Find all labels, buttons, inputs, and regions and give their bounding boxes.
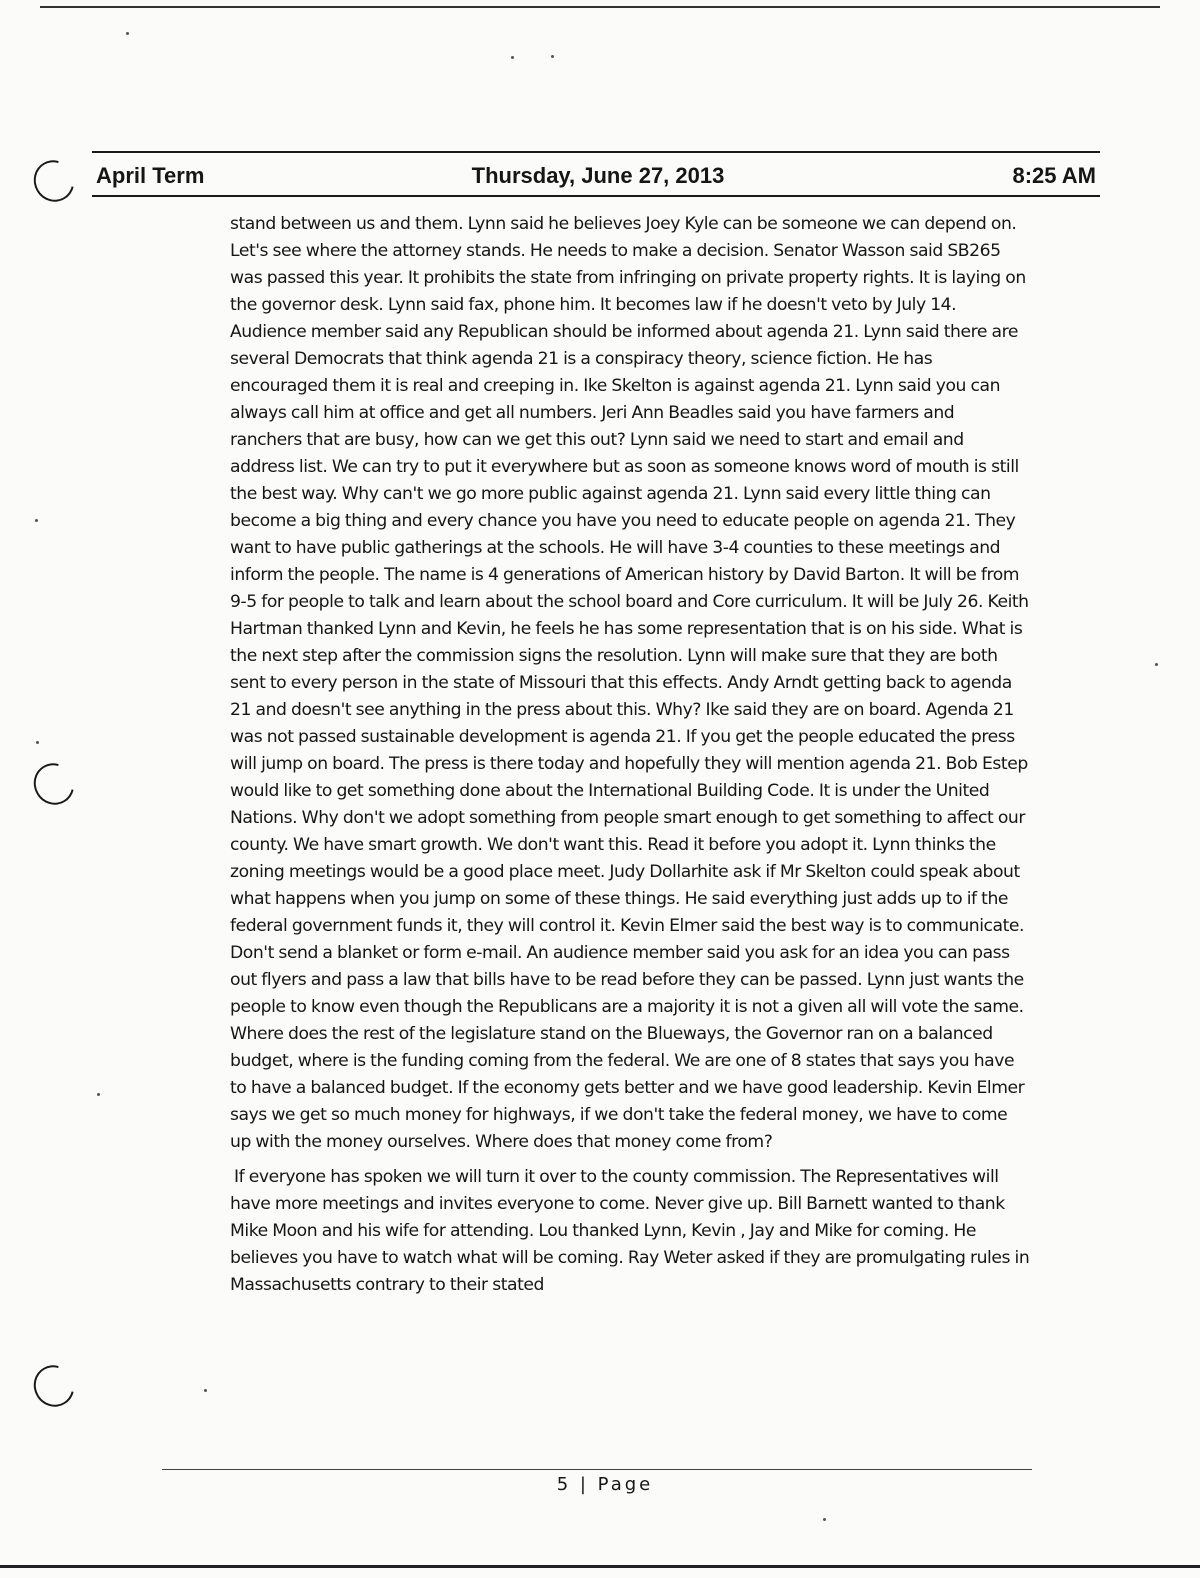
scan-speck xyxy=(204,1389,207,1392)
scan-top-edge-line xyxy=(40,6,1160,8)
header-date: Thursday, June 27, 2013 xyxy=(471,163,725,188)
footer-rule xyxy=(162,1469,1032,1470)
minutes-paragraph-2: If everyone has spoken we will turn it over to the county commission. The Representatives will have more meetings and invites everyone to come. Never give up. Bill Barnett wanted to thank Mike Moon and his wife for attending. Lou thanked Lynn, Kevin , Jay and Mike for coming. He believes you have to watch what will be coming. Ray Weter asked if they are promulgating rules in Massachusetts contrary to their stated xyxy=(230,1167,1030,1295)
scan-speck xyxy=(97,1093,100,1096)
header-bottom-rule xyxy=(92,195,1100,197)
scan-speck xyxy=(36,741,39,744)
minutes-body xyxy=(230,211,1030,1299)
scan-speck xyxy=(551,55,554,58)
scan-speck xyxy=(126,32,129,35)
scan-speck xyxy=(35,519,38,522)
punch-hole-mark xyxy=(26,1358,82,1414)
scan-speck xyxy=(511,56,514,59)
scan-speck xyxy=(823,1518,826,1521)
punch-hole-mark xyxy=(26,756,82,812)
header-top-rule xyxy=(92,151,1100,153)
scan-speck xyxy=(1155,663,1158,666)
page-number: 5 | Page xyxy=(556,1474,654,1495)
header-term: April Term xyxy=(96,163,205,188)
header-time: 8:25 AM xyxy=(1012,163,1096,188)
page-header xyxy=(96,160,1100,192)
minutes-paragraph-1: stand between us and them. Lynn said he believes Joey Kyle can be someone we can depend on. Let's see where the attorney stands. He needs to make a decision. Senator Wasson said SB265 was passed this year. It prohibits the state from infringing on private property rights. It is laying on the governor desk. Lynn said fax, phone him. It becomes law if he doesn't veto by July 14. Audience member said any Republican should be informed about agenda 21. Lynn said there are several Democrats that think agenda 21 is a conspiracy theory, science fiction. He has encouraged them it is real and creeping in. Ike Skelton is against agenda 21. Lynn said you can always call him at office and get all numbers. Jeri Ann Beadles said you have farmers and ranchers that are busy, how can we get this out? Lynn said we need to start and email and address list. We can try to put it everywhere but as soon as someone knows word of mouth is still the best way. Why can't we go more public against agenda 21. Lynn said every little thing can become a big thing and every chance you have you need to educate people on agenda 21. They want to have public gatherings at the schools. He will have 3-4 counties to these meetings and inform the people. The name is 4 generations of American history by David Barton. It will be from 9-5 for people to talk and learn about the school board and Core curriculum. It will be July 26. Keith Hartman thanked Lynn and Kevin, he feels he has some representation that is on his side. What is the next step after the commission signs the resolution. Lynn will make sure that they are both sent to every person in the state of Missouri that this effects. Andy Arndt getting back to agenda 21 and doesn't see anything in the press about this. Why? Ike said they are on board. Agenda 21 was not passed sustainable development is agenda 21. If you get the people educated the press will jump on board. The press is there today and hopefully they will mention agenda 21. Bob Estep would like to get something done about the International Building Code. It is under the United Nations. Why don't we adopt something from people smart enough to get something to affect our county. We have smart growth. We don't want this. Read it before you adopt it. Lynn thinks the zoning meetings would be a good place meet. Judy Dollarhite ask if Mr Skelton could speak about what happens when you jump on some of these things. He said everything just adds up to if the federal government funds it, they will control it. Kevin Elmer said the best way is to communicate. Don't send a blanket or form e-mail. An audience member said you ask for an idea you can pass out flyers and pass a law that bills have to be read before they can be passed. Lynn just wants the people to know even though the Republicans are a majority it is not a given all will vote the same. Where does the rest of the legislature stand on the Blueways, the Governor ran on a balanced budget, where is the funding coming from the federal. We are one of 8 states that says you have to have a balanced budget. If the economy gets better and we have good leadership. Kevin Elmer says we get so much money for highways, if we don't take the federal money, we have to come up with the money ourselves. Where does that money come from? xyxy=(230,214,1029,1152)
scan-bottom-edge-line xyxy=(0,1565,1200,1568)
punch-hole-mark xyxy=(26,153,82,209)
